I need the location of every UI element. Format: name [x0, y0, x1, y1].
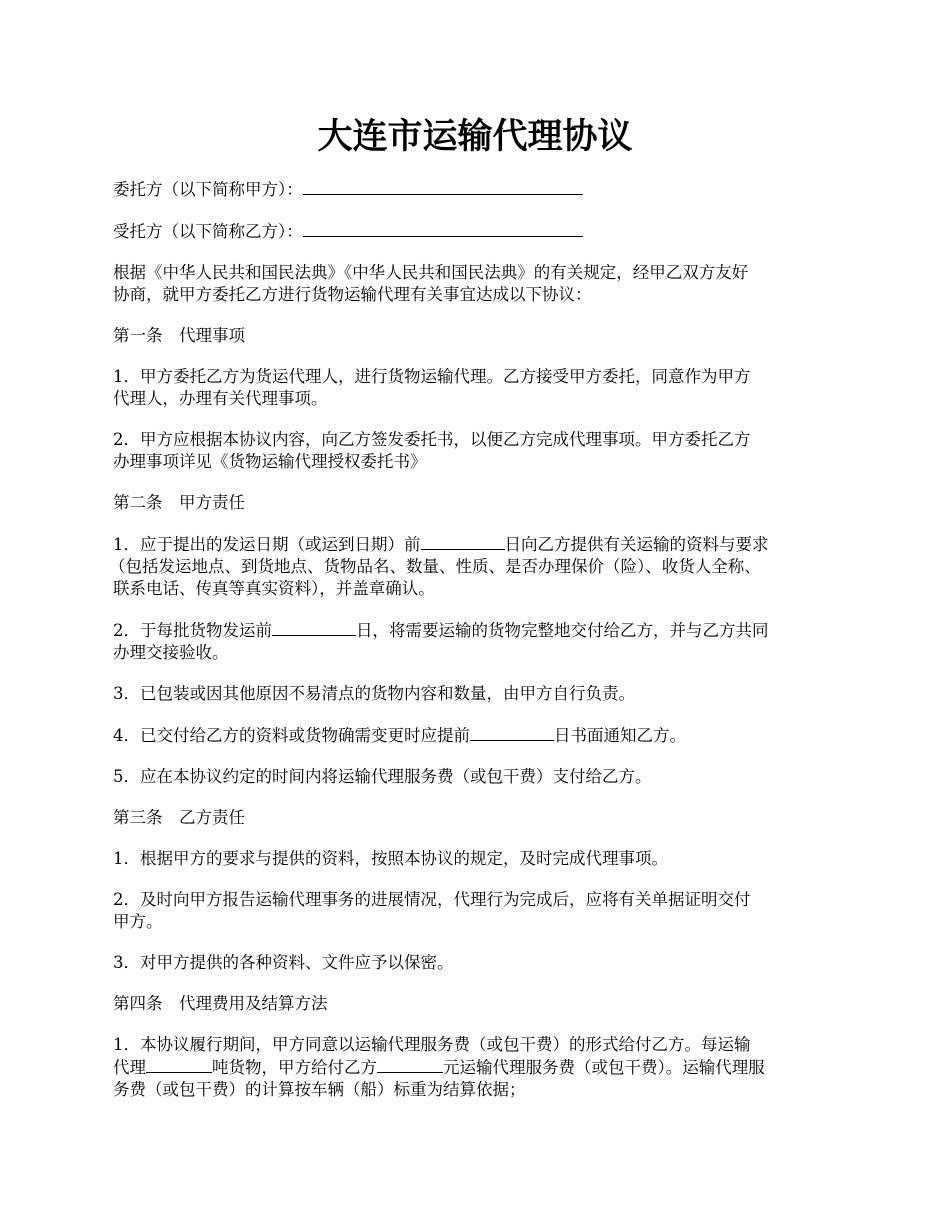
- article2-item3: 3．已包装或因其他原因不易清点的货物内容和数量，由甲方自行负责。: [113, 684, 635, 703]
- article2-item2: [113, 619, 858, 664]
- article3-item2-line: 2．及时向甲方报告运输代理事务的进展情况，代理行为完成后，应将有关单据证明交付: [113, 890, 751, 909]
- article4-item1-part-b: 吨货物，甲方给付乙方: [212, 1058, 377, 1077]
- article2-item2-suffix: 日，将需要运输的货物完整地交付给乙方，并与乙方共同: [356, 621, 769, 640]
- article1-item2: [113, 429, 858, 473]
- document-body: [109, 178, 858, 1120]
- article1-item1-line: 1．甲方委托乙方为货运代理人，进行货物运输代理。乙方接受甲方委托，同意作为甲方: [113, 367, 751, 386]
- preamble-paragraph: [113, 262, 858, 306]
- document-title: 大连市运输代理协议: [317, 116, 633, 157]
- article1-item2-line: 2．甲方应根据本协议内容，向乙方签发委托书，以便乙方完成代理事项。甲方委托乙方: [113, 430, 751, 449]
- preamble-line: 根据《中华人民共和国民法典》《中华人民共和国民法典》的有关规定，经甲乙双方友好: [113, 263, 749, 282]
- article2-item1-line: [113, 533, 858, 556]
- article3-heading: 第三条 乙方责任: [113, 808, 245, 827]
- article1-item1-line: 代理人，办理有关代理事项。: [113, 389, 328, 408]
- article4-item1-line: [113, 1056, 858, 1079]
- fee-amount-blank[interactable]: [377, 1056, 443, 1073]
- article4-item1-line: 1．本协议履行期间，甲方同意以运输代理服务费（或包干费）的形式给付乙方。每运输: [113, 1035, 751, 1054]
- article2-item5: 5．应在本协议约定的时间内将运输代理服务费（或包干费）支付给乙方。: [113, 767, 652, 786]
- party-b-label: 受托方（以下简称乙方）：: [113, 222, 303, 241]
- notice-days-blank[interactable]: [470, 724, 554, 741]
- article2-item2-line: [113, 619, 858, 642]
- article1-item2-line: 办理事项详见《货物运输代理授权委托书》: [113, 452, 427, 471]
- article2-item1-suffix: 日向乙方提供有关运输的资料与要求: [504, 535, 769, 554]
- tonnage-blank[interactable]: [146, 1056, 212, 1073]
- article4-item1-part-c: 元运输代理服务费（或包干费）。运输代理服: [443, 1058, 765, 1077]
- article2-heading: 第二条 甲方责任: [113, 493, 245, 512]
- article4-item1-line: 务费（或包干费）的计算按车辆（船）标重为结算依据；: [113, 1080, 526, 1099]
- article2-item4-suffix: 日书面通知乙方。: [554, 726, 686, 745]
- party-b-line: [113, 220, 858, 243]
- send-date-days-blank[interactable]: [421, 533, 505, 550]
- article2-item4-prefix: 4．已交付给乙方的资料或货物确需变更时应提前: [113, 726, 470, 745]
- article3-item2-line: 甲方。: [113, 912, 163, 931]
- article2-item2-line: 办理交接验收。: [113, 643, 229, 662]
- preamble-line: 协商，就甲方委托乙方进行货物运输代理有关事宜达成以下协议：: [113, 285, 592, 304]
- article2-item1: [109, 533, 858, 600]
- party-a-line: [113, 178, 858, 201]
- article3-item1: 1．根据甲方的要求与提供的资料，按照本协议的规定，及时完成代理事项。: [113, 849, 668, 868]
- delivery-days-blank[interactable]: [272, 619, 356, 636]
- article2-item4: [113, 724, 858, 747]
- article2-item1-line: （包括发运地点、到货地点、货物品名、数量、性质、是否办理保价（险）、收货人全称、: [109, 557, 761, 576]
- article4-item1: [113, 1034, 858, 1101]
- party-a-label: 委托方（以下简称甲方）：: [113, 180, 303, 199]
- article2-item2-prefix: 2．于每批货物发运前: [113, 621, 272, 640]
- party-a-blank[interactable]: [303, 178, 583, 195]
- article1-heading: 第一条 代理事项: [113, 326, 245, 345]
- article3-item3: 3．对甲方提供的各种资料、文件应予以保密。: [113, 953, 454, 972]
- article4-item1-part-a: 代理: [113, 1058, 146, 1077]
- article2-item1-line: 联系电话、传真等真实资料），并盖章确认。: [113, 579, 435, 598]
- party-b-blank[interactable]: [303, 220, 583, 237]
- article1-item1: [113, 366, 858, 410]
- article3-item2: [113, 889, 858, 933]
- article4-heading: 第四条 代理费用及结算方法: [113, 994, 328, 1013]
- article2-item1-prefix: 1．应于提出的发运日期（或运到日期）前: [113, 535, 421, 554]
